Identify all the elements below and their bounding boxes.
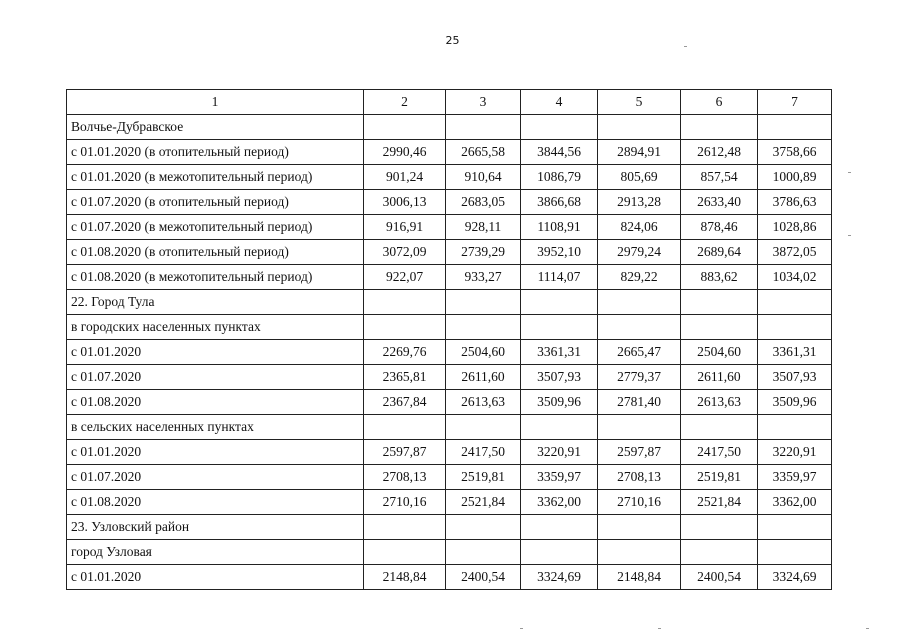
column-header: 6 — [681, 90, 758, 115]
value-cell: 2148,84 — [364, 565, 446, 590]
column-header: 5 — [598, 90, 681, 115]
value-cell — [446, 315, 521, 340]
value-cell: 883,62 — [681, 265, 758, 290]
value-cell: 2612,48 — [681, 140, 758, 165]
value-cell — [521, 515, 598, 540]
value-cell: 2613,63 — [446, 390, 521, 415]
value-cell: 2710,16 — [364, 490, 446, 515]
value-cell — [446, 115, 521, 140]
table-row — [67, 440, 832, 465]
value-cell — [364, 540, 446, 565]
value-cell: 2365,81 — [364, 365, 446, 390]
section-row — [67, 290, 832, 315]
section-label: Волчье-Дубравское — [67, 115, 364, 140]
value-cell: 3844,56 — [521, 140, 598, 165]
scan-speck — [684, 46, 687, 47]
value-cell — [681, 540, 758, 565]
tariff-table — [66, 89, 832, 590]
column-header: 2 — [364, 90, 446, 115]
value-cell: 2613,63 — [681, 390, 758, 415]
value-cell: 2504,60 — [681, 340, 758, 365]
value-cell: 2148,84 — [598, 565, 681, 590]
value-cell: 2400,54 — [681, 565, 758, 590]
row-label: с 01.08.2020 — [67, 490, 364, 515]
value-cell: 3872,05 — [758, 240, 832, 265]
value-cell — [758, 290, 832, 315]
value-cell: 2781,40 — [598, 390, 681, 415]
value-cell — [521, 415, 598, 440]
value-cell: 1028,86 — [758, 215, 832, 240]
scan-speck — [848, 172, 851, 173]
value-cell: 3952,10 — [521, 240, 598, 265]
value-cell — [598, 415, 681, 440]
section-label: в городских населенных пунктах — [67, 315, 364, 340]
row-label: с 01.07.2020 — [67, 465, 364, 490]
table-row — [67, 490, 832, 515]
value-cell — [446, 540, 521, 565]
value-cell: 2665,58 — [446, 140, 521, 165]
table-row — [67, 215, 832, 240]
value-cell: 3220,91 — [758, 440, 832, 465]
value-cell — [598, 515, 681, 540]
value-cell — [758, 315, 832, 340]
table-row — [67, 390, 832, 415]
section-row — [67, 115, 832, 140]
value-cell: 3359,97 — [758, 465, 832, 490]
value-cell: 3362,00 — [521, 490, 598, 515]
value-cell: 2990,46 — [364, 140, 446, 165]
section-row — [67, 515, 832, 540]
column-header: 7 — [758, 90, 832, 115]
value-cell: 2708,13 — [364, 465, 446, 490]
value-cell: 2633,40 — [681, 190, 758, 215]
value-cell: 2597,87 — [364, 440, 446, 465]
table-row — [67, 140, 832, 165]
value-cell: 2739,29 — [446, 240, 521, 265]
value-cell — [364, 415, 446, 440]
page-number: 25 — [445, 34, 460, 47]
value-cell — [758, 415, 832, 440]
row-label: с 01.07.2020 (в межотопительный период) — [67, 215, 364, 240]
value-cell — [681, 515, 758, 540]
column-header: 1 — [67, 90, 364, 115]
value-cell: 3324,69 — [521, 565, 598, 590]
scan-speck — [848, 235, 851, 236]
table-body — [67, 115, 832, 590]
value-cell: 2683,05 — [446, 190, 521, 215]
value-cell — [521, 290, 598, 315]
value-cell: 3361,31 — [758, 340, 832, 365]
table-row — [67, 365, 832, 390]
value-cell: 2521,84 — [446, 490, 521, 515]
value-cell: 901,24 — [364, 165, 446, 190]
value-cell: 3507,93 — [521, 365, 598, 390]
value-cell — [364, 290, 446, 315]
value-cell: 878,46 — [681, 215, 758, 240]
value-cell: 2597,87 — [598, 440, 681, 465]
value-cell — [521, 540, 598, 565]
scan-speck — [520, 628, 523, 629]
value-cell — [758, 515, 832, 540]
value-cell — [364, 115, 446, 140]
value-cell: 3220,91 — [521, 440, 598, 465]
section-row — [67, 540, 832, 565]
value-cell — [598, 115, 681, 140]
value-cell: 1086,79 — [521, 165, 598, 190]
value-cell: 829,22 — [598, 265, 681, 290]
row-label: с 01.07.2020 (в отопительный период) — [67, 190, 364, 215]
value-cell — [446, 290, 521, 315]
value-cell: 2710,16 — [598, 490, 681, 515]
header-row — [67, 90, 832, 115]
value-cell — [598, 290, 681, 315]
value-cell — [681, 315, 758, 340]
section-row — [67, 415, 832, 440]
value-cell: 2519,81 — [446, 465, 521, 490]
value-cell — [758, 115, 832, 140]
value-cell: 824,06 — [598, 215, 681, 240]
value-cell: 2689,64 — [681, 240, 758, 265]
section-label: 23. Узловский район — [67, 515, 364, 540]
value-cell — [598, 315, 681, 340]
value-cell: 2400,54 — [446, 565, 521, 590]
value-cell: 2913,28 — [598, 190, 681, 215]
section-label: 22. Город Тула — [67, 290, 364, 315]
value-cell — [521, 115, 598, 140]
value-cell: 3362,00 — [758, 490, 832, 515]
value-cell: 1000,89 — [758, 165, 832, 190]
table-row — [67, 265, 832, 290]
value-cell: 3509,96 — [758, 390, 832, 415]
column-header: 4 — [521, 90, 598, 115]
value-cell: 1114,07 — [521, 265, 598, 290]
value-cell: 3006,13 — [364, 190, 446, 215]
value-cell — [681, 290, 758, 315]
value-cell — [364, 515, 446, 540]
row-label: с 01.01.2020 — [67, 440, 364, 465]
value-cell — [446, 515, 521, 540]
table-row — [67, 465, 832, 490]
value-cell: 2519,81 — [681, 465, 758, 490]
value-cell: 3072,09 — [364, 240, 446, 265]
value-cell: 2521,84 — [681, 490, 758, 515]
value-cell: 3509,96 — [521, 390, 598, 415]
value-cell — [364, 315, 446, 340]
value-cell: 2611,60 — [446, 365, 521, 390]
value-cell — [598, 540, 681, 565]
value-cell: 2894,91 — [598, 140, 681, 165]
table-row — [67, 340, 832, 365]
value-cell: 2269,76 — [364, 340, 446, 365]
value-cell: 2611,60 — [681, 365, 758, 390]
value-cell: 1108,91 — [521, 215, 598, 240]
row-label: с 01.08.2020 (в межотопительный период) — [67, 265, 364, 290]
value-cell: 2417,50 — [681, 440, 758, 465]
section-label: в сельских населенных пунктах — [67, 415, 364, 440]
value-cell — [446, 415, 521, 440]
value-cell: 2504,60 — [446, 340, 521, 365]
value-cell: 3359,97 — [521, 465, 598, 490]
value-cell: 2979,24 — [598, 240, 681, 265]
value-cell: 2665,47 — [598, 340, 681, 365]
value-cell: 3507,93 — [758, 365, 832, 390]
value-cell: 857,54 — [681, 165, 758, 190]
value-cell — [681, 415, 758, 440]
value-cell: 910,64 — [446, 165, 521, 190]
value-cell: 922,07 — [364, 265, 446, 290]
table-row — [67, 190, 832, 215]
row-label: с 01.01.2020 (в межотопительный период) — [67, 165, 364, 190]
value-cell: 3324,69 — [758, 565, 832, 590]
row-label: с 01.01.2020 (в отопительный период) — [67, 140, 364, 165]
value-cell: 3758,66 — [758, 140, 832, 165]
value-cell: 2417,50 — [446, 440, 521, 465]
row-label: с 01.08.2020 (в отопительный период) — [67, 240, 364, 265]
section-label: город Узловая — [67, 540, 364, 565]
scan-speck — [658, 628, 661, 629]
value-cell: 3361,31 — [521, 340, 598, 365]
row-label: с 01.01.2020 — [67, 340, 364, 365]
value-cell: 1034,02 — [758, 265, 832, 290]
section-row — [67, 315, 832, 340]
row-label: с 01.01.2020 — [67, 565, 364, 590]
row-label: с 01.07.2020 — [67, 365, 364, 390]
value-cell — [758, 540, 832, 565]
value-cell — [521, 315, 598, 340]
value-cell: 916,91 — [364, 215, 446, 240]
value-cell: 928,11 — [446, 215, 521, 240]
scan-speck — [866, 628, 869, 629]
table-row — [67, 565, 832, 590]
value-cell: 2367,84 — [364, 390, 446, 415]
row-label: с 01.08.2020 — [67, 390, 364, 415]
column-header: 3 — [446, 90, 521, 115]
value-cell — [681, 115, 758, 140]
value-cell: 2708,13 — [598, 465, 681, 490]
value-cell: 805,69 — [598, 165, 681, 190]
table-row — [67, 240, 832, 265]
table-row — [67, 165, 832, 190]
value-cell: 3786,63 — [758, 190, 832, 215]
value-cell: 933,27 — [446, 265, 521, 290]
value-cell: 2779,37 — [598, 365, 681, 390]
value-cell: 3866,68 — [521, 190, 598, 215]
